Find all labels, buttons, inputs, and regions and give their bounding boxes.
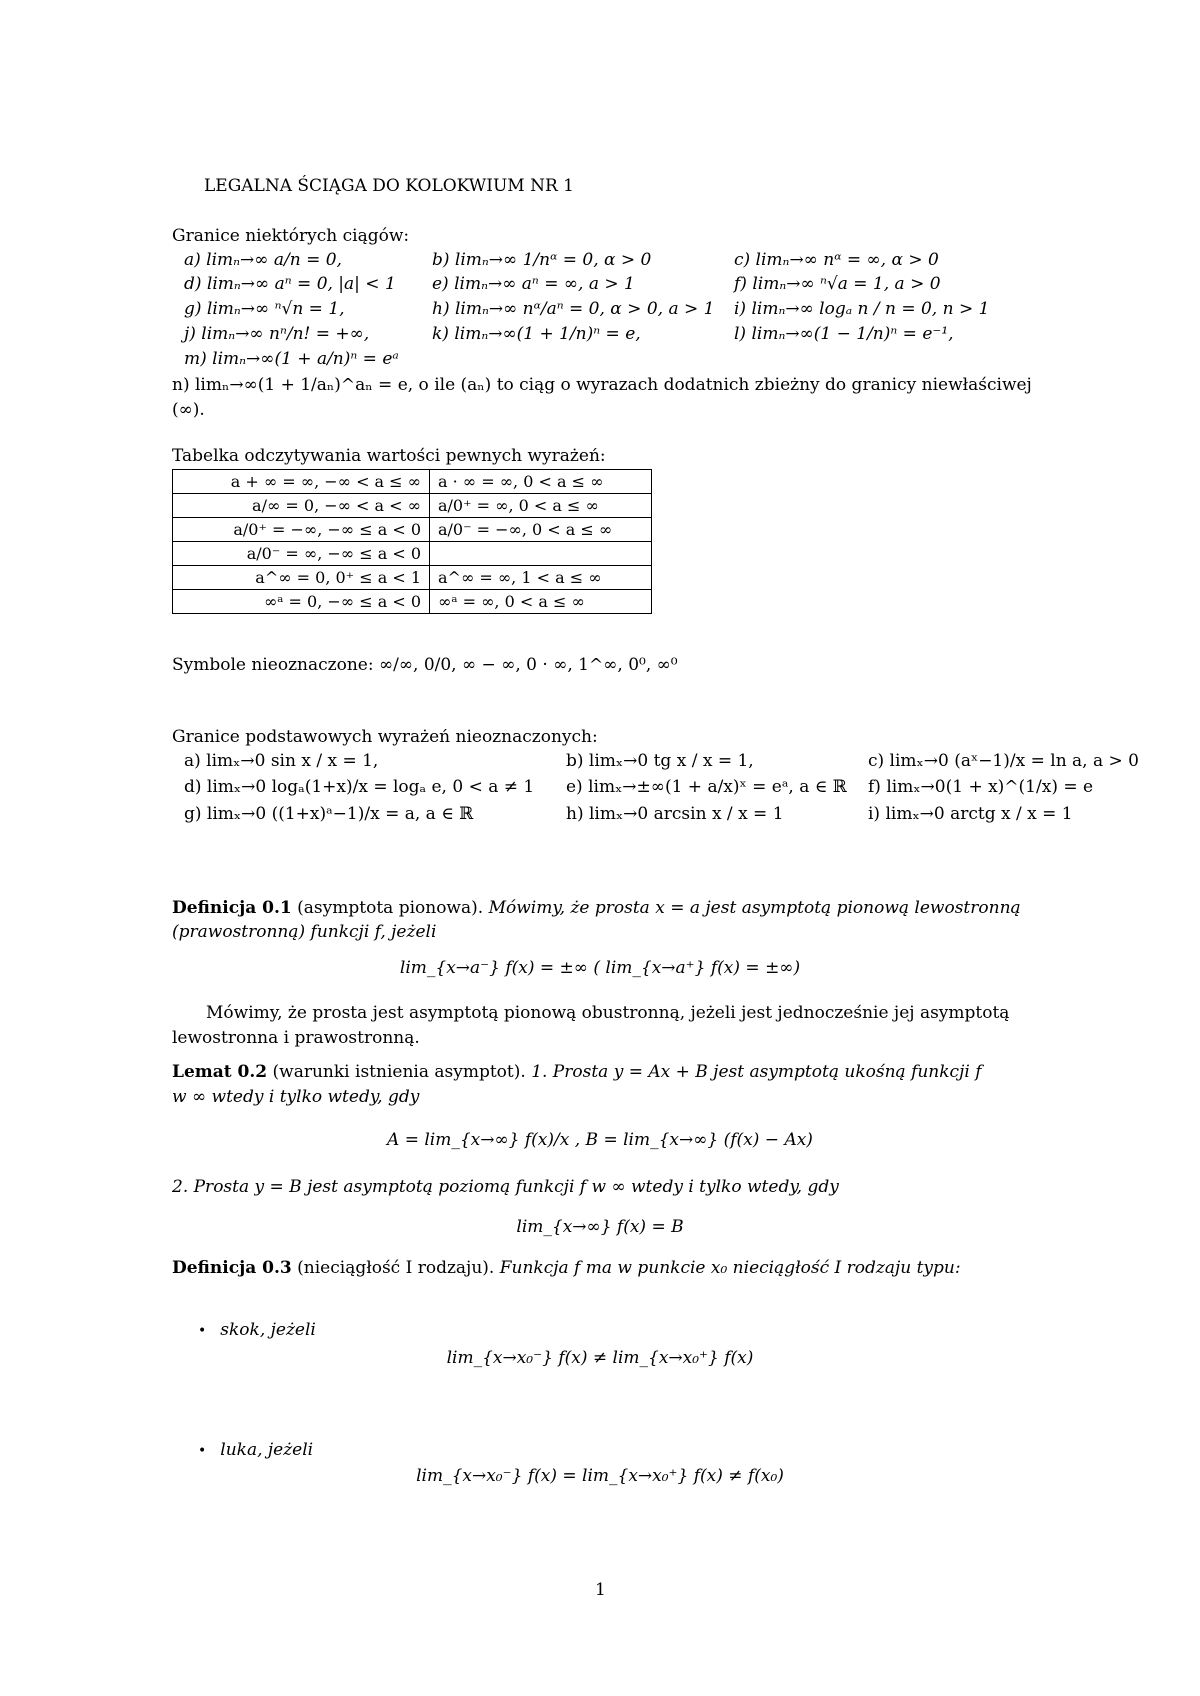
seq-limit-e: e) limₙ→∞ aⁿ = ∞, a > 1 xyxy=(432,274,635,294)
seq-limit-m: m) limₙ→∞(1 + a/n)ⁿ = eᵃ xyxy=(184,349,399,369)
table-row xyxy=(173,566,652,590)
seq-limit-b: b) limₙ→∞ 1/nᵅ = 0, α > 0 xyxy=(432,250,652,270)
definition-paren: (nieciągłość I rodzaju). xyxy=(297,1258,495,1278)
bullet-icon: • xyxy=(198,1443,207,1459)
seq-limit-i: i) limₙ→∞ logₐ n / n = 0, n > 1 xyxy=(734,299,990,319)
document-title: LEGALNA ŚCIĄGA DO KOLOKWIUM NR 1 xyxy=(204,176,574,196)
table-cell: a^∞ = ∞, 1 < a ≤ ∞ xyxy=(430,566,652,590)
lemma-paren: (warunki istnienia asymptot). xyxy=(272,1062,526,1082)
basic-limits-heading: Granice podstawowych wyrażeń nieoznaczonych: xyxy=(172,727,598,747)
table-cell: a/0⁻ = ∞, −∞ ≤ a < 0 xyxy=(173,542,430,566)
page-number: 1 xyxy=(595,1580,606,1600)
paragraph-line: Mówimy, że prosta jest asymptotą pionową obustronną, jeżeli jest jednocześnie jej asymptotą xyxy=(206,1003,1010,1023)
basic-limit-a: a) limₓ→0 sin x / x = 1, xyxy=(184,751,379,771)
seq-limit-h: h) limₙ→∞ nᵅ/aⁿ = 0, α > 0, a > 1 xyxy=(432,299,715,319)
definition-0-3 xyxy=(172,1258,961,1279)
bullet-label: skok, jeżeli xyxy=(220,1320,316,1340)
seq-limit-c: c) limₙ→∞ nᵅ = ∞, α > 0 xyxy=(734,250,939,270)
table-cell: a/0⁻ = −∞, 0 < a ≤ ∞ xyxy=(430,518,652,542)
bullet-item-skok xyxy=(198,1320,316,1341)
lemma-text: 1. Prosta y = Ax + B jest asymptotą ukośną funkcji f xyxy=(531,1062,982,1082)
lemma-text-2: 2. Prosta y = B jest asymptotą poziomą funkcji f w ∞ wtedy i tylko wtedy, gdy xyxy=(172,1177,839,1197)
seq-limit-k: k) limₙ→∞(1 + 1/n)ⁿ = e, xyxy=(432,324,641,344)
table-heading: Tabelka odczytywania wartości pewnych wyrażeń: xyxy=(172,446,606,466)
definition-text: Funkcja f ma w punkcie x₀ nieciągłość I rodzaju typu: xyxy=(499,1258,961,1278)
indeterminate-symbols: Symbole nieoznaczone: ∞/∞, 0/0, ∞ − ∞, 0 · ∞, 1^∞, 0⁰, ∞⁰ xyxy=(172,655,678,675)
basic-limit-f: f) limₓ→0(1 + x)^(1/x) = e xyxy=(868,777,1094,797)
table-row xyxy=(173,542,652,566)
formula-vertical-asymptote: lim_{x→a⁻} f(x) = ±∞ ( lim_{x→a⁺} f(x) = ±∞) xyxy=(399,958,801,978)
seq-limits-heading: Granice niektórych ciągów: xyxy=(172,226,410,246)
bullet-label: luka, jeżeli xyxy=(220,1440,314,1460)
formula-jump: lim_{x→x₀⁻} f(x) ≠ lim_{x→x₀⁺} f(x) xyxy=(446,1348,754,1368)
definition-0-1 xyxy=(172,898,1021,919)
definition-label: Definicja 0.3 xyxy=(172,1258,292,1278)
seq-limit-g: g) limₙ→∞ ⁿ√n = 1, xyxy=(184,299,345,319)
lemma-0-2 xyxy=(172,1062,981,1083)
table-row xyxy=(173,494,652,518)
basic-limit-d: d) limₓ→0 logₐ(1+x)/x = logₐ e, 0 < a ≠ 1 xyxy=(184,777,535,797)
basic-limit-b: b) limₓ→0 tg x / x = 1, xyxy=(566,751,754,771)
basic-limit-e: e) limₓ→±∞(1 + a/x)ˣ = eᵃ, a ∈ ℝ xyxy=(566,777,847,797)
table-cell: a/0⁺ = −∞, −∞ ≤ a < 0 xyxy=(173,518,430,542)
seq-limit-f: f) limₙ→∞ ⁿ√a = 1, a > 0 xyxy=(734,274,941,294)
bullet-item-luka xyxy=(198,1440,313,1461)
table-cell: a/∞ = 0, −∞ < a < ∞ xyxy=(173,494,430,518)
bullet-icon: • xyxy=(198,1323,207,1339)
seq-limit-n-line2: (∞). xyxy=(172,400,205,420)
seq-limit-j: j) limₙ→∞ nⁿ/n! = +∞, xyxy=(184,324,370,344)
table-cell: a + ∞ = ∞, −∞ < a ≤ ∞ xyxy=(173,470,430,494)
table-cell: a/0⁺ = ∞, 0 < a ≤ ∞ xyxy=(430,494,652,518)
table-row xyxy=(173,590,652,614)
basic-limit-g: g) limₓ→0 ((1+x)ᵃ−1)/x = a, a ∈ ℝ xyxy=(184,804,474,824)
table-cell xyxy=(430,542,652,566)
definition-text-cont: (prawostronną) funkcji f, jeżeli xyxy=(172,922,437,942)
lemma-text-cont: w ∞ wtedy i tylko wtedy, gdy xyxy=(172,1087,420,1107)
seq-limit-n-line1: n) limₙ→∞(1 + 1/aₙ)^aₙ = e, o ile (aₙ) to ciąg o wyrazach dodatnich zbieżny do granicy niewłaściwej xyxy=(172,375,1032,395)
seq-limit-a: a) limₙ→∞ a/n = 0, xyxy=(184,250,342,270)
paragraph-line: lewostronna i prawostronną. xyxy=(172,1028,420,1048)
table-row xyxy=(173,470,652,494)
formula-oblique-asymptote: A = lim_{x→∞} f(x)/x , B = lim_{x→∞} (f(x) − Ax) xyxy=(387,1130,813,1150)
table-cell: a · ∞ = ∞, 0 < a ≤ ∞ xyxy=(430,470,652,494)
lemma-label: Lemat 0.2 xyxy=(172,1062,268,1082)
formula-horizontal-asymptote: lim_{x→∞} f(x) = B xyxy=(516,1217,684,1237)
seq-limit-d: d) limₙ→∞ aⁿ = 0, |a| < 1 xyxy=(184,274,396,294)
table-cell: ∞ᵃ = 0, −∞ ≤ a < 0 xyxy=(173,590,430,614)
table-row xyxy=(173,518,652,542)
definition-label: Definicja 0.1 xyxy=(172,898,292,918)
table-cell: a^∞ = 0, 0⁺ ≤ a < 1 xyxy=(173,566,430,590)
table-cell: ∞ᵃ = ∞, 0 < a ≤ ∞ xyxy=(430,590,652,614)
basic-limit-c: c) limₓ→0 (aˣ−1)/x = ln a, a > 0 xyxy=(868,751,1139,771)
seq-limit-l: l) limₙ→∞(1 − 1/n)ⁿ = e⁻¹, xyxy=(734,324,954,344)
values-table xyxy=(172,469,652,614)
basic-limit-i: i) limₓ→0 arctg x / x = 1 xyxy=(868,804,1073,824)
definition-paren: (asymptota pionowa). xyxy=(297,898,484,918)
formula-gap: lim_{x→x₀⁻} f(x) = lim_{x→x₀⁺} f(x) ≠ f(x₀) xyxy=(416,1466,784,1486)
basic-limit-h: h) limₓ→0 arcsin x / x = 1 xyxy=(566,804,784,824)
definition-text: Mówimy, że prosta x = a jest asymptotą pionową lewostronną xyxy=(488,898,1021,918)
